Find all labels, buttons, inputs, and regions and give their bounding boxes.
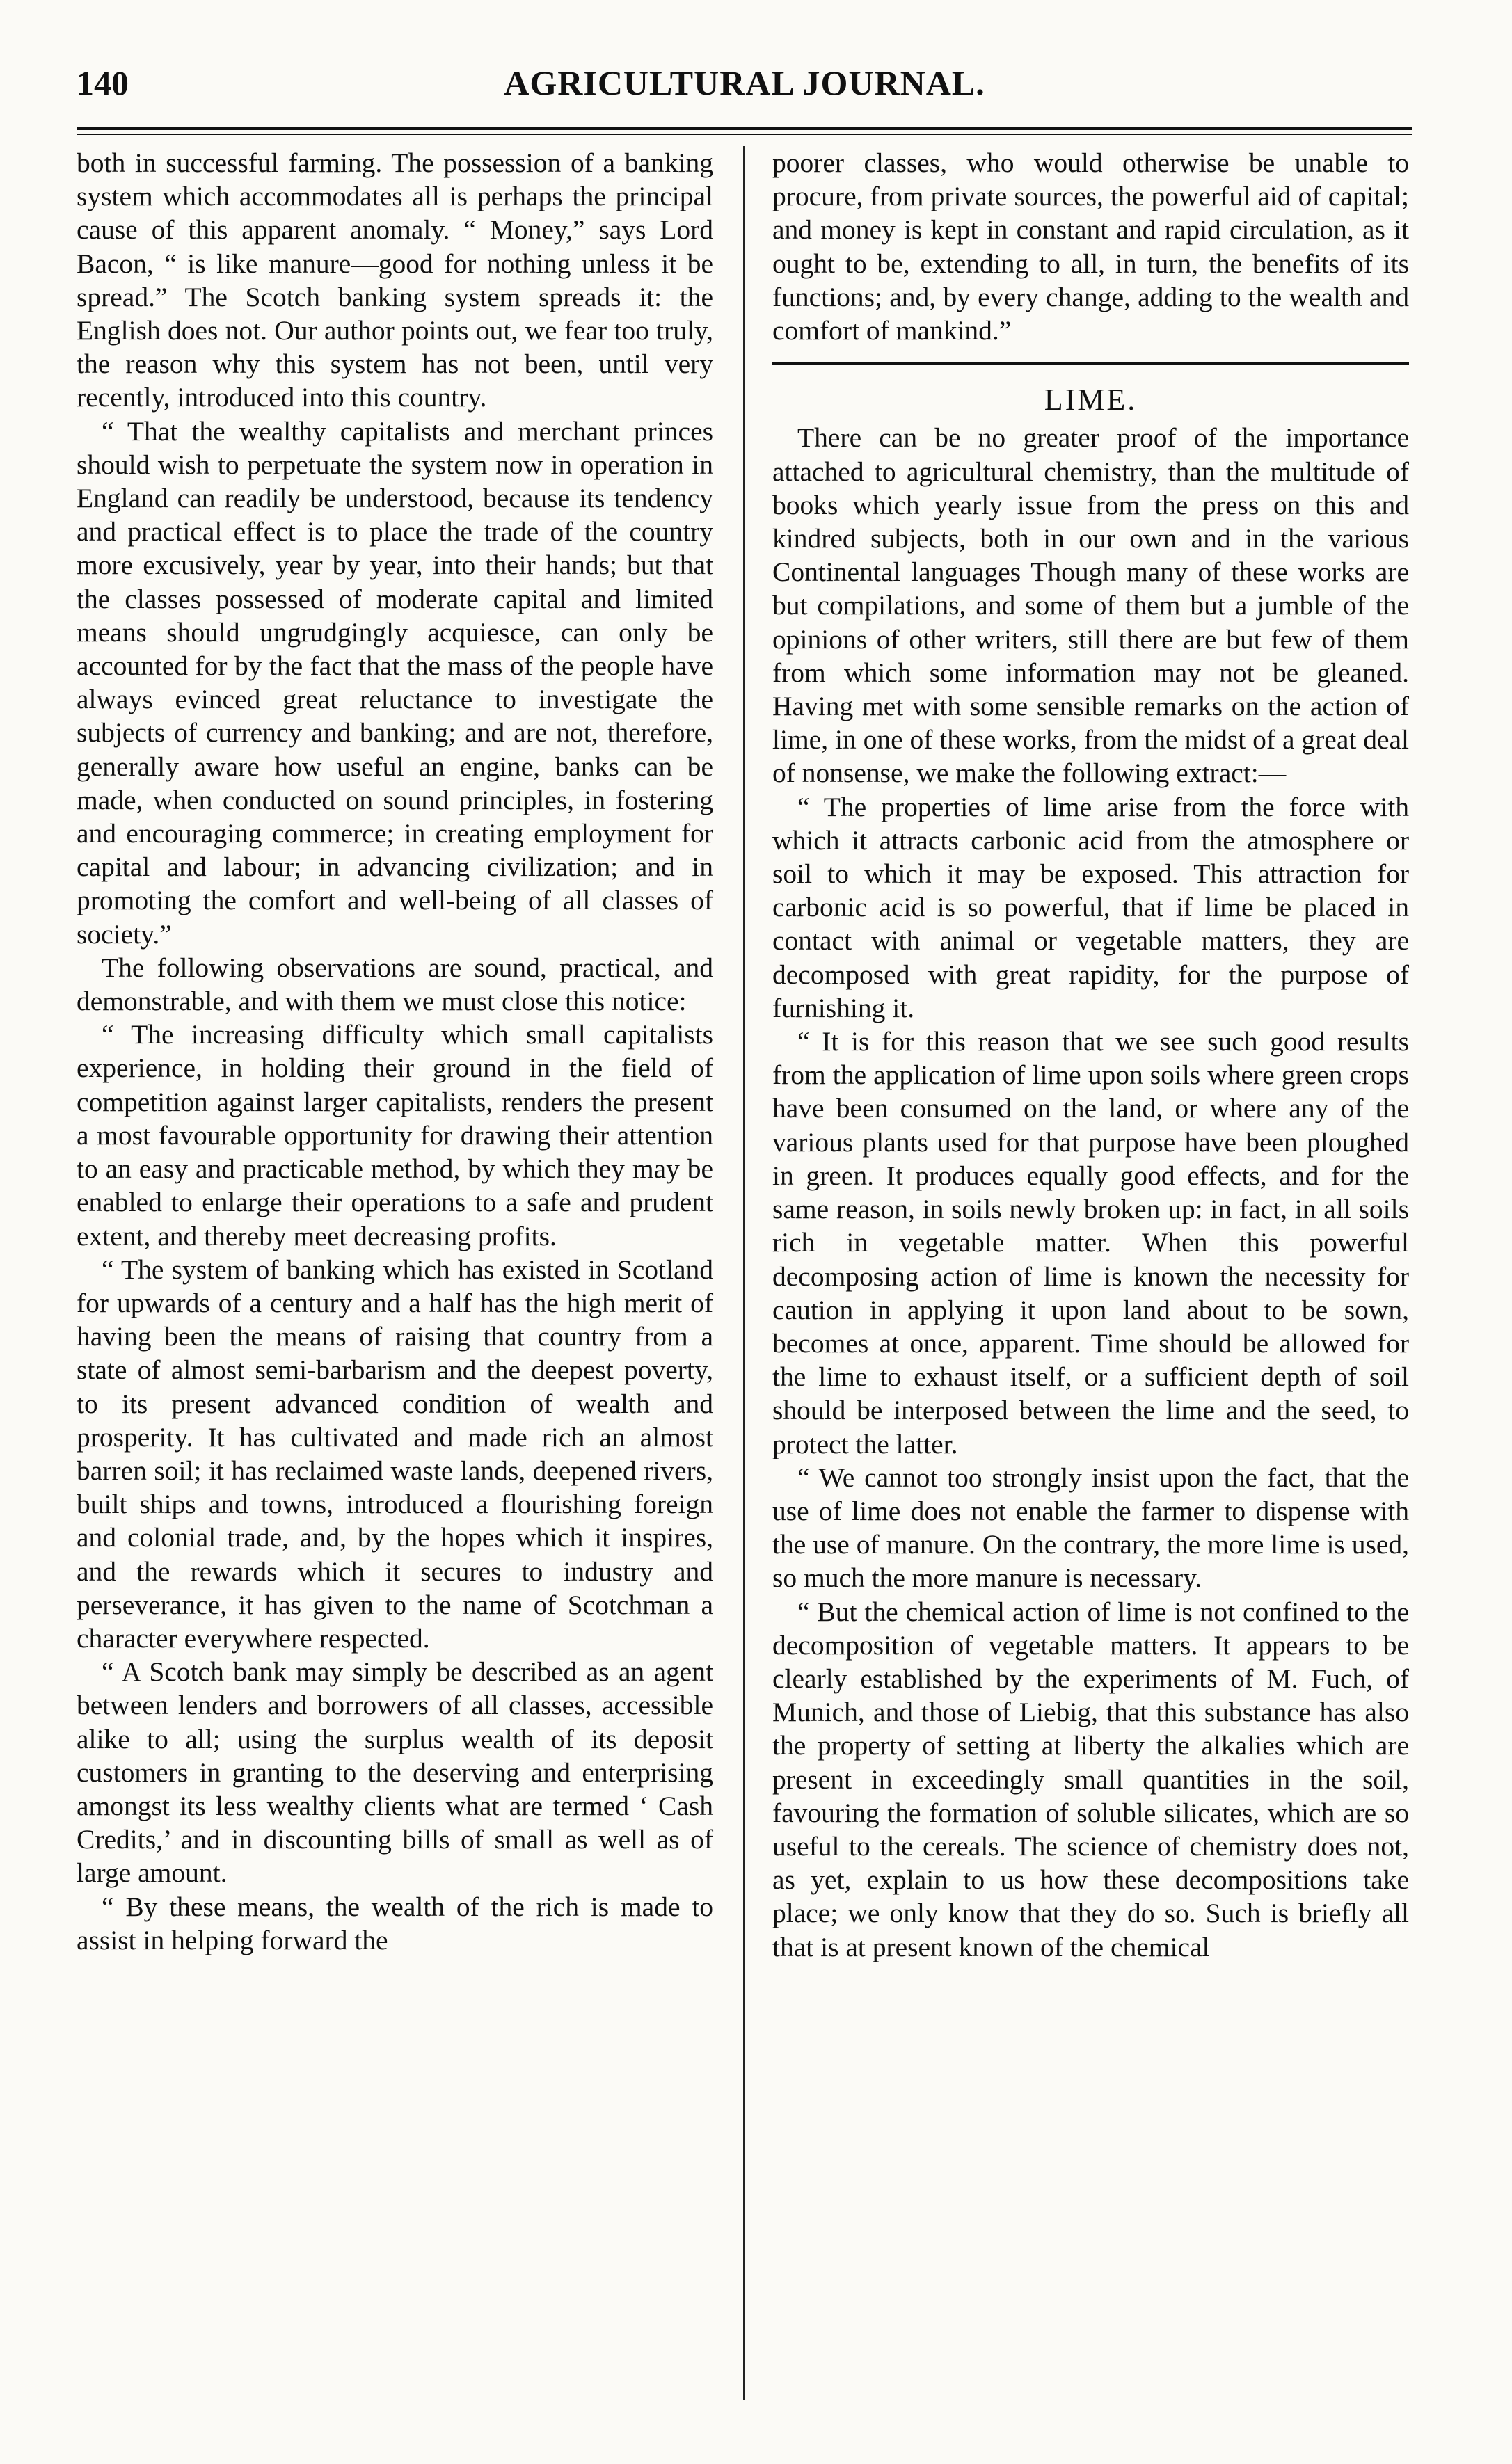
running-head (77, 56, 1412, 118)
paragraph: The following observations are sound, practical, and demonstrable, and with them we must close this notice: (77, 952, 713, 1017)
paragraph: “ A Scotch bank may simply be described as an agent between lenders and borrowers of all classes, accessible alike to all; using the surplus wealth of its deposit customers in granting to the deserving and enterprising amongst its less wealthy clients what are termed ‘ Cash Credits,’ and in discounting bills of small as well as of large amount. (77, 1656, 713, 1889)
paragraph: “ The system of banking which has existed in Scotland for upwards of a century and a half has the high merit of having been the means of raising that country from a state of almost semi-barbarism and the deepest poverty, to its present advanced condition of wealth and prosperity. It has cultivated and made rich an almost barren soil; it has reclaimed waste lands, deepened rivers, built ships and towns, introduced a flourishing foreign and colonial trade, and, by the hopes which it inspires, and the rewards which it secures to industry and perseverance, it has given to the name of Scotchman a character everywhere respected. (77, 1254, 713, 1654)
section-rule (772, 362, 1409, 365)
paragraph: “ It is for this reason that we see such good results from the application of lime upon soils where green crops have been consumed on the land, or where any of the various plants used for that purpose have been ploughed in green. It produces equally good effects, and for the same reason, in soils newly broken up: in fact, in all soils rich in vegetable matter. When this powerful decomposing action of lime is known the necessity for caution in applying it upon land about to be sown, becomes at once, apparent. Time should be allowed for the lime to exhaust itself, or a sufficient depth of soil should be interposed between the lime and the seed, to protect the latter. (772, 1026, 1409, 1459)
left-column (77, 146, 713, 1957)
section-heading-lime: LIME. (1044, 383, 1138, 417)
paragraph: There can be no greater proof of the importance attached to agricultural chemistry, than the multitude of books which yearly issue from the press on this and kindred subjects, both in our own and in the various Continental languages Though many of these works are but compilations, and some of them but a jumble of the opinions of other writers, still there are but few of them from which some information may not be gleaned. Having met with some sensible remarks on the action of lime, in one of these works, from the midst of a great deal of nonsense, we make the following extract:— (772, 422, 1409, 789)
header-double-rule (77, 127, 1412, 135)
page-number: 140 (77, 63, 129, 102)
paragraph: “ We cannot too strongly insist upon the fact, that the use of lime does not enable the farmer to dispense with the use of manure. On the contrary, the more lime is used, so much the more manure is necessary. (772, 1462, 1409, 1594)
paragraph: “ The properties of lime arise from the force with which it attracts carbonic acid from the atmosphere or soil to which it may be exposed. This attraction for carbonic acid is so powerful, that if lime be placed in contact with animal or vegetable matters, they are decomposed with great rapidity, for the purpose of furnishing it. (772, 791, 1409, 1023)
paragraph: “ But the chemical action of lime is not confined to the decomposition of vegetable matters. It appears to be clearly established by the experiments of M. Fuch, of Munich, and those of Liebig, that this substance has also the property of setting at liberty the alkalies which are present in exceedingly small quantities in the soil, favouring the formation of soluble silicates, which are so useful to the cereals. The science of chemistry does not, as yet, explain to us how these decompositions take place; we only know that they do so. Such is briefly all that is at present known of the chemical (772, 1596, 1409, 1962)
right-column (772, 146, 1409, 1964)
journal-page (77, 56, 1412, 2414)
paragraph: “ That the wealthy capitalists and merchant princes should wish to perpetuate the system now in operation in England can readily be understood, because its tendency and practical effect is to place the trade of the country more excusively, year by year, into their hands; but that the classes possessed of moderate capital and limited means should ungrudgingly acquiesce, can only be accounted for by the fact that the mass of the people have always evinced great reluctance to investigate the subjects of currency and banking; and are not, therefore, generally aware how useful an engine, banks can be made, when conducted on sound principles, in fostering and encouraging commerce; in creating employment for capital and labour; in advancing civilization; and in promoting the comfort and well-being of all classes of society.” (77, 415, 713, 950)
text-columns (77, 146, 1412, 2407)
paragraph: poorer classes, who would otherwise be unable to procure, from private sources, the powerful aid of capital; and money is kept in constant and rapid circulation, as it ought to be, extending to all, in turn, the benefits of its functions; and, by every change, adding to the wealth and comfort of mankind.” (772, 147, 1409, 346)
journal-title: AGRICULTURAL JOURNAL. (504, 63, 985, 102)
paragraph: “ The increasing difficulty which small capitalists experience, in holding their ground in the field of competition against larger capitalists, renders the present a most favourable opportunity for drawing their attention to an easy and practicable method, by which they may be enabled to enlarge their operations to a safe and prudent extent, and thereby meet decreasing profits. (77, 1019, 713, 1251)
paragraph: “ By these means, the wealth of the rich is made to assist in helping forward the (77, 1891, 713, 1955)
column-divider (743, 146, 745, 2400)
paragraph: both in successful farming. The possession of a banking system which accommodates all is perhaps the principal cause of this apparent anomaly. “ Money,” says Lord Bacon, “ is like manure—good for nothing unless it be spread.” The Scotch banking system spreads it: the English does not. Our author points out, we fear too truly, the reason why this system has not been, until very recently, introduced into this country. (77, 147, 713, 413)
